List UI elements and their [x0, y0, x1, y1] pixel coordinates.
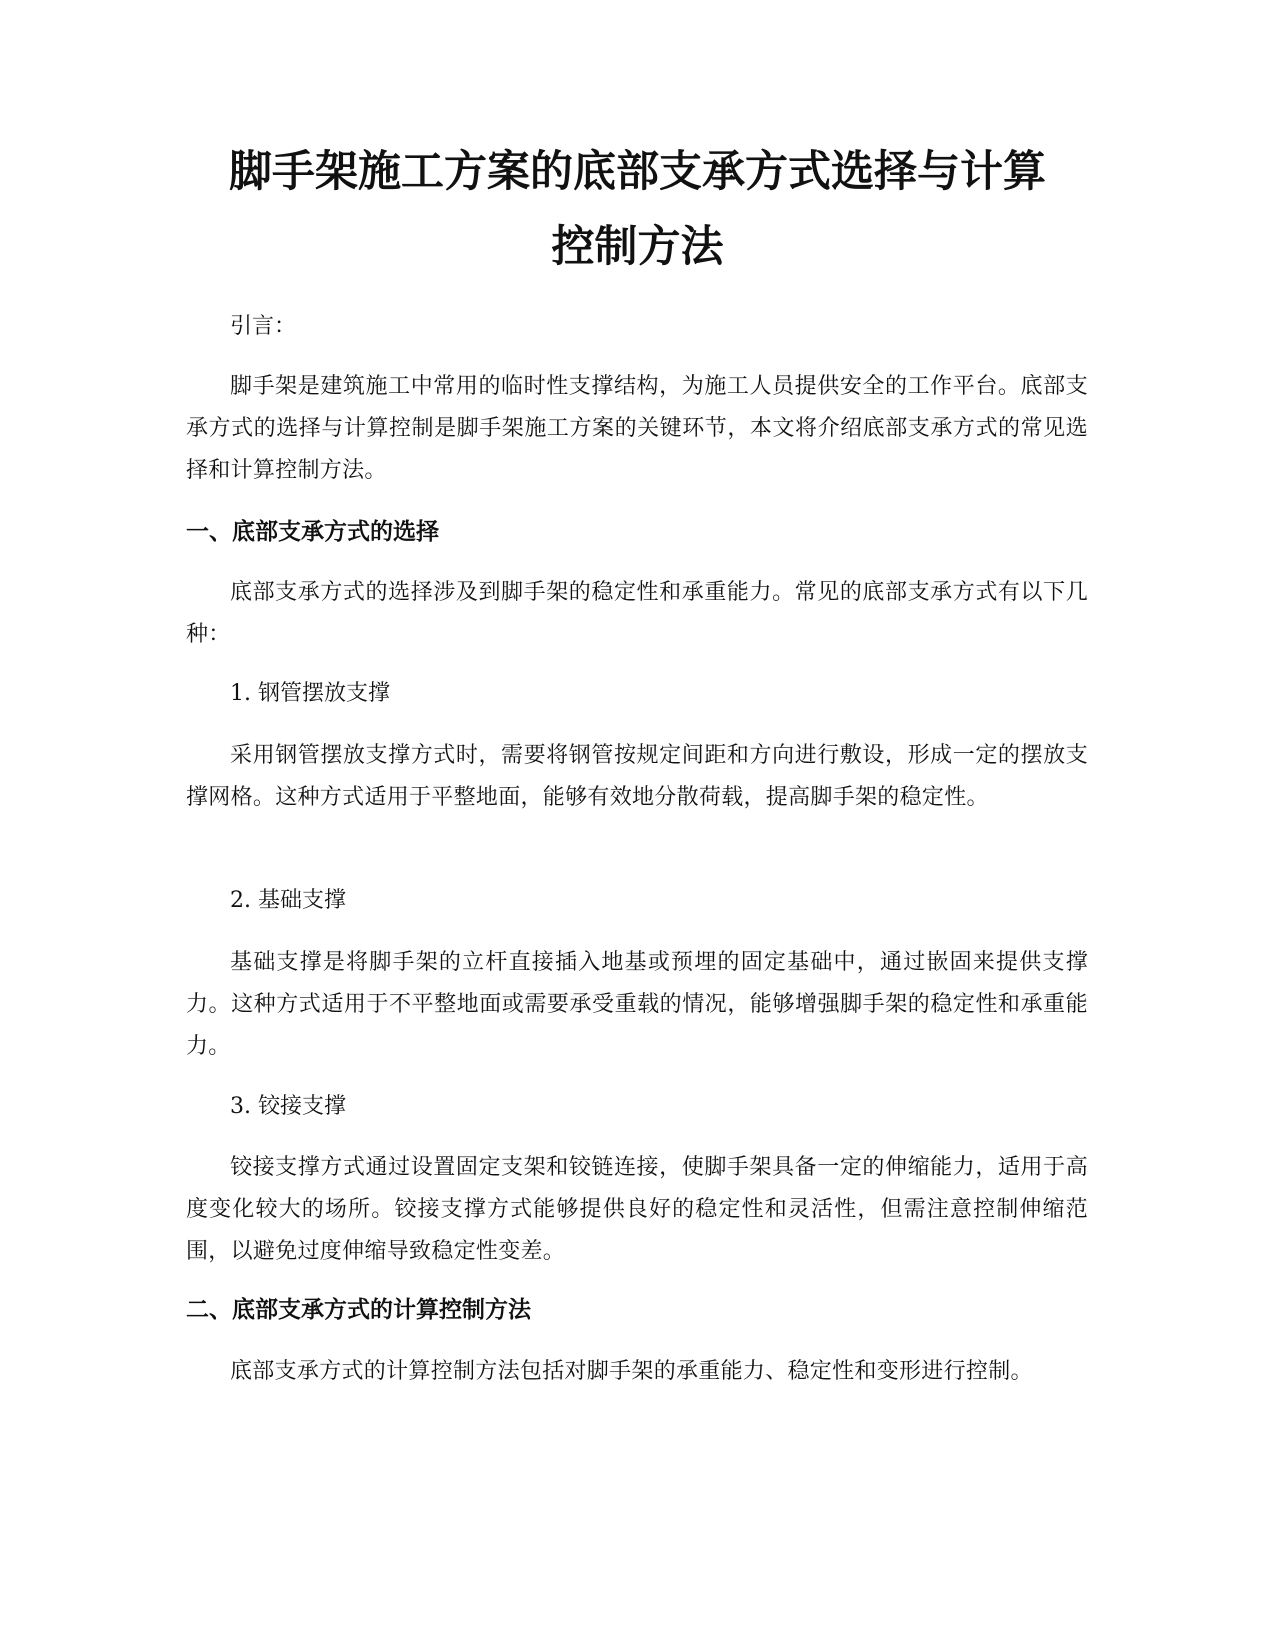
list-item-paragraph: 基础支撑是将脚手架的立杆直接插入地基或预埋的固定基础中，通过嵌固来提供支撑力。这种方式适用于不平整地面或需要承受重载的情况，能够增强脚手架的稳定性和承重能力。	[186, 950, 1088, 1059]
section-2-paragraph: 底部支承方式的计算控制方法包括对脚手架的承重能力、稳定性和变形进行控制。	[230, 1359, 1033, 1384]
intro-label: 引言：	[230, 314, 297, 339]
list-item-label: 3. 铰接支撑	[230, 1094, 346, 1119]
document-title-line-1: 脚手架施工方案的底部支承方式选择与计算	[229, 147, 1046, 197]
list-item-paragraph: 铰接支撑方式通过设置固定支架和铰链连接，使脚手架具备一定的伸缩能力，适用于高度变化较大的场所。铰接支撑方式能够提供良好的稳定性和灵活性，但需注意控制伸缩范围，以避免过度伸缩导致稳定性变差。	[186, 1155, 1088, 1264]
intro-paragraph: 脚手架是建筑施工中常用的临时性支撑结构，为施工人员提供安全的工作平台。底部支承方式的选择与计算控制是脚手架施工方案的关键环节，本文将介绍底部支承方式的常见选择和计算控制方法。	[186, 374, 1088, 483]
list-item-label: 2. 基础支撑	[230, 888, 346, 913]
list-item-paragraph: 采用钢管摆放支撑方式时，需要将钢管按规定间距和方向进行敷设，形成一定的摆放支撑网格。这种方式适用于平整地面，能够有效地分散荷载，提高脚手架的稳定性。	[186, 743, 1088, 810]
section-1-heading: 一、底部支承方式的选择	[186, 519, 439, 545]
list-item-label: 1. 钢管摆放支撑	[230, 681, 390, 706]
document-title-line-2: 控制方法	[551, 222, 724, 272]
section-1-paragraph: 底部支承方式的选择涉及到脚手架的稳定性和承重能力。常见的底部支承方式有以下几种：	[186, 580, 1088, 647]
section-2-heading: 二、底部支承方式的计算控制方法	[186, 1297, 531, 1323]
